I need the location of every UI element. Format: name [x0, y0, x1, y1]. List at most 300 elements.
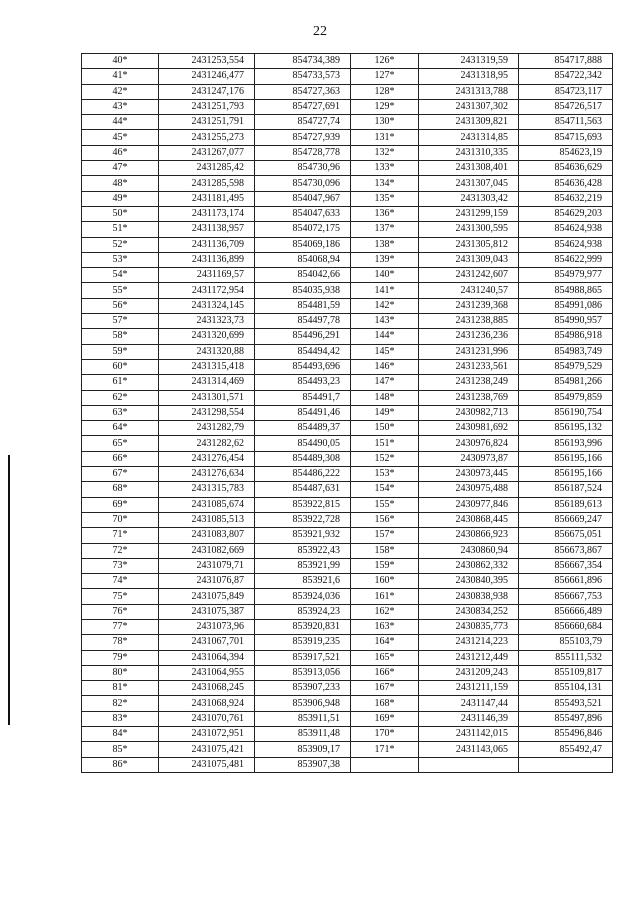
- point-number-right: 146*: [351, 359, 419, 374]
- point-number-left: 85*: [82, 742, 159, 757]
- y-coordinate-right: 854622,999: [519, 252, 613, 267]
- y-coordinate-right: 854624,938: [519, 222, 613, 237]
- x-coordinate-left: 2431085,674: [159, 497, 255, 512]
- y-coordinate-right: 854979,977: [519, 268, 613, 283]
- table-row: [82, 268, 613, 283]
- x-coordinate-left: 2431082,669: [159, 543, 255, 558]
- table-row: [82, 436, 613, 451]
- x-coordinate-left: 2431075,481: [159, 757, 255, 772]
- y-coordinate-left: 853921,932: [255, 528, 351, 543]
- y-coordinate-left: 854727,939: [255, 130, 351, 145]
- x-coordinate-left: 2431136,709: [159, 237, 255, 252]
- x-coordinate-right: 2431319,59: [419, 54, 519, 69]
- y-coordinate-right: 856190,754: [519, 405, 613, 420]
- point-number-left: 54*: [82, 268, 159, 283]
- y-coordinate-left: 854489,308: [255, 451, 351, 466]
- table-row: [82, 54, 613, 69]
- y-coordinate-left: 853907,38: [255, 757, 351, 772]
- table-row: [82, 604, 613, 619]
- y-coordinate-right: 854636,428: [519, 176, 613, 191]
- y-coordinate-right: 855496,846: [519, 727, 613, 742]
- y-coordinate-left: 853920,831: [255, 619, 351, 634]
- x-coordinate-right: 2430866,923: [419, 528, 519, 543]
- x-coordinate-left: 2431064,955: [159, 665, 255, 680]
- point-number-right: 170*: [351, 727, 419, 742]
- y-coordinate-right: 856193,996: [519, 436, 613, 451]
- point-number-right: 129*: [351, 99, 419, 114]
- table-row: [82, 512, 613, 527]
- y-coordinate-right: 856195,166: [519, 451, 613, 466]
- point-number-left: 53*: [82, 252, 159, 267]
- point-number-left: 86*: [82, 757, 159, 772]
- coordinates-table-body: [82, 54, 613, 773]
- y-coordinate-left: 853913,056: [255, 665, 351, 680]
- y-coordinate-right: 855104,131: [519, 681, 613, 696]
- table-row: [82, 528, 613, 543]
- point-number-right: 134*: [351, 176, 419, 191]
- y-coordinate-right: 855109,817: [519, 665, 613, 680]
- x-coordinate-right: 2430973,445: [419, 467, 519, 482]
- x-coordinate-left: 2431068,245: [159, 681, 255, 696]
- point-number-left: 47*: [82, 161, 159, 176]
- x-coordinate-right: 2431313,788: [419, 84, 519, 99]
- point-number-left: 84*: [82, 727, 159, 742]
- y-coordinate-left: 854493,23: [255, 375, 351, 390]
- x-coordinate-left: 2431173,174: [159, 206, 255, 221]
- x-coordinate-left: 2431276,634: [159, 467, 255, 482]
- coordinates-table: [81, 53, 613, 773]
- table-row: [82, 99, 613, 114]
- point-number-right: 161*: [351, 589, 419, 604]
- x-coordinate-left: 2431253,554: [159, 54, 255, 69]
- table-row: [82, 329, 613, 344]
- y-coordinate-right: 854711,563: [519, 115, 613, 130]
- x-coordinate-left: 2431247,176: [159, 84, 255, 99]
- point-number-right: 163*: [351, 619, 419, 634]
- point-number-right: 159*: [351, 558, 419, 573]
- x-coordinate-right: 2431238,885: [419, 314, 519, 329]
- x-coordinate-left: 2431181,495: [159, 191, 255, 206]
- table-row: [82, 222, 613, 237]
- point-number-left: 42*: [82, 84, 159, 99]
- point-number-right: 143*: [351, 314, 419, 329]
- x-coordinate-left: 2431285,42: [159, 161, 255, 176]
- table-row: [82, 314, 613, 329]
- table-row: [82, 467, 613, 482]
- y-coordinate-right: 856673,867: [519, 543, 613, 558]
- point-number-left: 67*: [82, 467, 159, 482]
- table-row: [82, 650, 613, 665]
- y-coordinate-left: 854494,42: [255, 344, 351, 359]
- y-coordinate-right: 856675,051: [519, 528, 613, 543]
- y-coordinate-left: 853921,6: [255, 574, 351, 589]
- point-number-right: 158*: [351, 543, 419, 558]
- y-coordinate-right: 856195,166: [519, 467, 613, 482]
- point-number-left: 40*: [82, 54, 159, 69]
- point-number-left: 75*: [82, 589, 159, 604]
- x-coordinate-right: 2431209,243: [419, 665, 519, 680]
- point-number-right: [351, 757, 419, 772]
- point-number-left: 77*: [82, 619, 159, 634]
- x-coordinate-left: 2431251,791: [159, 115, 255, 130]
- point-number-left: 50*: [82, 206, 159, 221]
- x-coordinate-right: 2431211,159: [419, 681, 519, 696]
- point-number-right: 171*: [351, 742, 419, 757]
- y-coordinate-left: 853917,521: [255, 650, 351, 665]
- point-number-left: 78*: [82, 635, 159, 650]
- table-row: [82, 421, 613, 436]
- y-coordinate-right: [519, 757, 613, 772]
- point-number-left: 61*: [82, 375, 159, 390]
- y-coordinate-right: 854717,888: [519, 54, 613, 69]
- y-coordinate-right: 854722,342: [519, 69, 613, 84]
- point-number-right: 166*: [351, 665, 419, 680]
- table-row: [82, 451, 613, 466]
- point-number-left: 65*: [82, 436, 159, 451]
- point-number-right: 147*: [351, 375, 419, 390]
- y-coordinate-right: 855111,532: [519, 650, 613, 665]
- x-coordinate-right: 2431142,015: [419, 727, 519, 742]
- x-coordinate-right: 2431146,39: [419, 711, 519, 726]
- table-row: [82, 405, 613, 420]
- y-coordinate-left: 854730,96: [255, 161, 351, 176]
- point-number-right: 149*: [351, 405, 419, 420]
- y-coordinate-right: 856667,753: [519, 589, 613, 604]
- y-coordinate-right: 855497,896: [519, 711, 613, 726]
- x-coordinate-right: 2431307,045: [419, 176, 519, 191]
- y-coordinate-left: 853911,48: [255, 727, 351, 742]
- table-row: [82, 161, 613, 176]
- x-coordinate-left: 2431251,793: [159, 99, 255, 114]
- x-coordinate-right: 2431318,95: [419, 69, 519, 84]
- y-coordinate-right: 854979,529: [519, 359, 613, 374]
- x-coordinate-left: 2431320,88: [159, 344, 255, 359]
- point-number-left: 46*: [82, 145, 159, 160]
- y-coordinate-left: 854733,573: [255, 69, 351, 84]
- x-coordinate-right: 2431239,368: [419, 298, 519, 313]
- y-coordinate-left: 854489,37: [255, 421, 351, 436]
- table-row: [82, 252, 613, 267]
- x-coordinate-left: 2431067,701: [159, 635, 255, 650]
- table-row: [82, 344, 613, 359]
- point-number-right: 155*: [351, 497, 419, 512]
- table-row: [82, 237, 613, 252]
- point-number-right: 142*: [351, 298, 419, 313]
- x-coordinate-left: 2431068,924: [159, 696, 255, 711]
- point-number-right: 160*: [351, 574, 419, 589]
- x-coordinate-left: 2431323,73: [159, 314, 255, 329]
- point-number-right: 157*: [351, 528, 419, 543]
- point-number-left: 64*: [82, 421, 159, 436]
- point-number-right: 156*: [351, 512, 419, 527]
- y-coordinate-right: 854726,517: [519, 99, 613, 114]
- point-number-left: 72*: [82, 543, 159, 558]
- y-coordinate-right: 854983,749: [519, 344, 613, 359]
- x-coordinate-right: 2430977,846: [419, 497, 519, 512]
- y-coordinate-left: 854072,175: [255, 222, 351, 237]
- table-row: [82, 191, 613, 206]
- y-coordinate-right: 854986,918: [519, 329, 613, 344]
- y-coordinate-right: 854715,693: [519, 130, 613, 145]
- y-coordinate-right: 856660,684: [519, 619, 613, 634]
- point-number-left: 80*: [82, 665, 159, 680]
- point-number-left: 51*: [82, 222, 159, 237]
- x-coordinate-right: 2431238,249: [419, 375, 519, 390]
- y-coordinate-left: 854727,363: [255, 84, 351, 99]
- y-coordinate-left: 853919,235: [255, 635, 351, 650]
- x-coordinate-right: 2431300,595: [419, 222, 519, 237]
- y-coordinate-left: 854487,631: [255, 482, 351, 497]
- y-coordinate-left: 854490,05: [255, 436, 351, 451]
- table-row: [82, 635, 613, 650]
- table-row: [82, 359, 613, 374]
- table-row: [82, 558, 613, 573]
- point-number-right: 126*: [351, 54, 419, 69]
- table-row: [82, 711, 613, 726]
- y-coordinate-right: 854991,086: [519, 298, 613, 313]
- point-number-left: 44*: [82, 115, 159, 130]
- x-coordinate-left: 2431169,57: [159, 268, 255, 283]
- y-coordinate-left: 854481,59: [255, 298, 351, 313]
- x-coordinate-left: 2431070,761: [159, 711, 255, 726]
- point-number-left: 69*: [82, 497, 159, 512]
- point-number-right: 162*: [351, 604, 419, 619]
- x-coordinate-left: 2431138,957: [159, 222, 255, 237]
- x-coordinate-right: 2430860,94: [419, 543, 519, 558]
- x-coordinate-left: 2431075,421: [159, 742, 255, 757]
- x-coordinate-left: 2431324,145: [159, 298, 255, 313]
- point-number-left: 45*: [82, 130, 159, 145]
- x-coordinate-right: 2431231,996: [419, 344, 519, 359]
- table-row: [82, 298, 613, 313]
- x-coordinate-right: 2431314,85: [419, 130, 519, 145]
- y-coordinate-left: 853907,233: [255, 681, 351, 696]
- point-number-right: 148*: [351, 390, 419, 405]
- x-coordinate-left: 2431246,477: [159, 69, 255, 84]
- point-number-right: 136*: [351, 206, 419, 221]
- point-number-left: 57*: [82, 314, 159, 329]
- x-coordinate-right: 2430981,692: [419, 421, 519, 436]
- y-coordinate-right: 854988,865: [519, 283, 613, 298]
- x-coordinate-right: 2431236,236: [419, 329, 519, 344]
- table-row: [82, 390, 613, 405]
- point-number-left: 68*: [82, 482, 159, 497]
- table-row: [82, 681, 613, 696]
- point-number-left: 63*: [82, 405, 159, 420]
- y-coordinate-right: 855103,79: [519, 635, 613, 650]
- point-number-left: 82*: [82, 696, 159, 711]
- y-coordinate-left: 854486,222: [255, 467, 351, 482]
- x-coordinate-right: 2431305,812: [419, 237, 519, 252]
- table-row: [82, 482, 613, 497]
- point-number-left: 62*: [82, 390, 159, 405]
- y-coordinate-right: 856666,489: [519, 604, 613, 619]
- x-coordinate-right: 2430838,938: [419, 589, 519, 604]
- point-number-left: 48*: [82, 176, 159, 191]
- table-row: [82, 665, 613, 680]
- table-row: [82, 727, 613, 742]
- table-row: [82, 206, 613, 221]
- y-coordinate-right: 854979,859: [519, 390, 613, 405]
- y-coordinate-right: 856667,354: [519, 558, 613, 573]
- x-coordinate-right: 2431307,302: [419, 99, 519, 114]
- y-coordinate-right: 854623,19: [519, 145, 613, 160]
- point-number-right: 135*: [351, 191, 419, 206]
- table-row: [82, 145, 613, 160]
- x-coordinate-right: [419, 757, 519, 772]
- x-coordinate-left: 2431172,954: [159, 283, 255, 298]
- point-number-right: 127*: [351, 69, 419, 84]
- x-coordinate-left: 2431083,807: [159, 528, 255, 543]
- point-number-left: 49*: [82, 191, 159, 206]
- y-coordinate-right: 855492,47: [519, 742, 613, 757]
- x-coordinate-right: 2430982,713: [419, 405, 519, 420]
- x-coordinate-left: 2431076,87: [159, 574, 255, 589]
- y-coordinate-right: 854981,266: [519, 375, 613, 390]
- page-number: 22: [313, 24, 327, 39]
- x-coordinate-left: 2431301,571: [159, 390, 255, 405]
- x-coordinate-left: 2431267,077: [159, 145, 255, 160]
- table-row: [82, 757, 613, 772]
- point-number-right: 138*: [351, 237, 419, 252]
- x-coordinate-left: 2431255,273: [159, 130, 255, 145]
- point-number-right: 144*: [351, 329, 419, 344]
- y-coordinate-left: 853921,99: [255, 558, 351, 573]
- y-coordinate-left: 854730,096: [255, 176, 351, 191]
- x-coordinate-right: 2430840,395: [419, 574, 519, 589]
- x-coordinate-right: 2431309,821: [419, 115, 519, 130]
- y-coordinate-left: 853922,815: [255, 497, 351, 512]
- point-number-right: 139*: [351, 252, 419, 267]
- y-coordinate-left: 854727,691: [255, 99, 351, 114]
- y-coordinate-left: 854491,7: [255, 390, 351, 405]
- point-number-left: 60*: [82, 359, 159, 374]
- point-number-left: 58*: [82, 329, 159, 344]
- y-coordinate-left: 854727,74: [255, 115, 351, 130]
- x-coordinate-left: 2431298,554: [159, 405, 255, 420]
- y-coordinate-right: 856195,132: [519, 421, 613, 436]
- x-coordinate-left: 2431315,783: [159, 482, 255, 497]
- y-coordinate-left: 853909,17: [255, 742, 351, 757]
- point-number-left: 79*: [82, 650, 159, 665]
- table-row: [82, 115, 613, 130]
- x-coordinate-right: 2431143,065: [419, 742, 519, 757]
- point-number-left: 59*: [82, 344, 159, 359]
- y-coordinate-right: 854632,219: [519, 191, 613, 206]
- point-number-left: 66*: [82, 451, 159, 466]
- y-coordinate-left: 854047,633: [255, 206, 351, 221]
- y-coordinate-left: 854497,78: [255, 314, 351, 329]
- point-number-right: 152*: [351, 451, 419, 466]
- point-number-left: 56*: [82, 298, 159, 313]
- table-row: [82, 742, 613, 757]
- y-coordinate-left: 854493,696: [255, 359, 351, 374]
- x-coordinate-right: 2431310,335: [419, 145, 519, 160]
- x-coordinate-right: 2431240,57: [419, 283, 519, 298]
- x-coordinate-left: 2431079,71: [159, 558, 255, 573]
- x-coordinate-right: 2431214,223: [419, 635, 519, 650]
- x-coordinate-left: 2431315,418: [159, 359, 255, 374]
- point-number-right: 140*: [351, 268, 419, 283]
- y-coordinate-left: 853924,23: [255, 604, 351, 619]
- point-number-right: 132*: [351, 145, 419, 160]
- table-row: [82, 497, 613, 512]
- x-coordinate-right: 2431147,44: [419, 696, 519, 711]
- y-coordinate-left: 854491,46: [255, 405, 351, 420]
- x-coordinate-right: 2431303,42: [419, 191, 519, 206]
- y-coordinate-left: 854734,389: [255, 54, 351, 69]
- x-coordinate-left: 2431085,513: [159, 512, 255, 527]
- point-number-right: 154*: [351, 482, 419, 497]
- y-coordinate-right: 856661,896: [519, 574, 613, 589]
- point-number-left: 74*: [82, 574, 159, 589]
- point-number-right: 164*: [351, 635, 419, 650]
- x-coordinate-right: 2430835,773: [419, 619, 519, 634]
- point-number-right: 153*: [351, 467, 419, 482]
- y-coordinate-right: 854990,957: [519, 314, 613, 329]
- y-coordinate-right: 854624,938: [519, 237, 613, 252]
- table-row: [82, 619, 613, 634]
- point-number-left: 70*: [82, 512, 159, 527]
- x-coordinate-right: 2430976,824: [419, 436, 519, 451]
- table-row: [82, 589, 613, 604]
- x-coordinate-left: 2431075,849: [159, 589, 255, 604]
- x-coordinate-right: 2431212,449: [419, 650, 519, 665]
- table-row: [82, 574, 613, 589]
- point-number-left: 41*: [82, 69, 159, 84]
- point-number-right: 168*: [351, 696, 419, 711]
- table-row: [82, 130, 613, 145]
- x-coordinate-right: 2430834,252: [419, 604, 519, 619]
- point-number-right: 128*: [351, 84, 419, 99]
- point-number-right: 165*: [351, 650, 419, 665]
- y-coordinate-left: 854069,186: [255, 237, 351, 252]
- x-coordinate-left: 2431064,394: [159, 650, 255, 665]
- point-number-right: 131*: [351, 130, 419, 145]
- y-coordinate-left: 853922,728: [255, 512, 351, 527]
- x-coordinate-left: 2431285,598: [159, 176, 255, 191]
- x-coordinate-right: 2431309,043: [419, 252, 519, 267]
- y-coordinate-left: 854496,291: [255, 329, 351, 344]
- table-row: [82, 69, 613, 84]
- y-coordinate-right: 854629,203: [519, 206, 613, 221]
- y-coordinate-left: 854728,778: [255, 145, 351, 160]
- y-coordinate-right: 856669,247: [519, 512, 613, 527]
- margin-mark: [8, 455, 10, 725]
- x-coordinate-right: 2430868,445: [419, 512, 519, 527]
- table-row: [82, 176, 613, 191]
- x-coordinate-left: 2431282,79: [159, 421, 255, 436]
- y-coordinate-left: 854042,66: [255, 268, 351, 283]
- x-coordinate-right: 2431242,607: [419, 268, 519, 283]
- x-coordinate-right: 2430862,332: [419, 558, 519, 573]
- point-number-right: 151*: [351, 436, 419, 451]
- y-coordinate-left: 853922,43: [255, 543, 351, 558]
- x-coordinate-right: 2431238,769: [419, 390, 519, 405]
- x-coordinate-left: 2431282,62: [159, 436, 255, 451]
- x-coordinate-left: 2431320,699: [159, 329, 255, 344]
- point-number-left: 73*: [82, 558, 159, 573]
- y-coordinate-right: 854723,117: [519, 84, 613, 99]
- y-coordinate-left: 854047,967: [255, 191, 351, 206]
- x-coordinate-right: 2430975,488: [419, 482, 519, 497]
- table-row: [82, 84, 613, 99]
- point-number-left: 43*: [82, 99, 159, 114]
- table-row: [82, 283, 613, 298]
- x-coordinate-left: 2431314,469: [159, 375, 255, 390]
- point-number-left: 55*: [82, 283, 159, 298]
- point-number-left: 76*: [82, 604, 159, 619]
